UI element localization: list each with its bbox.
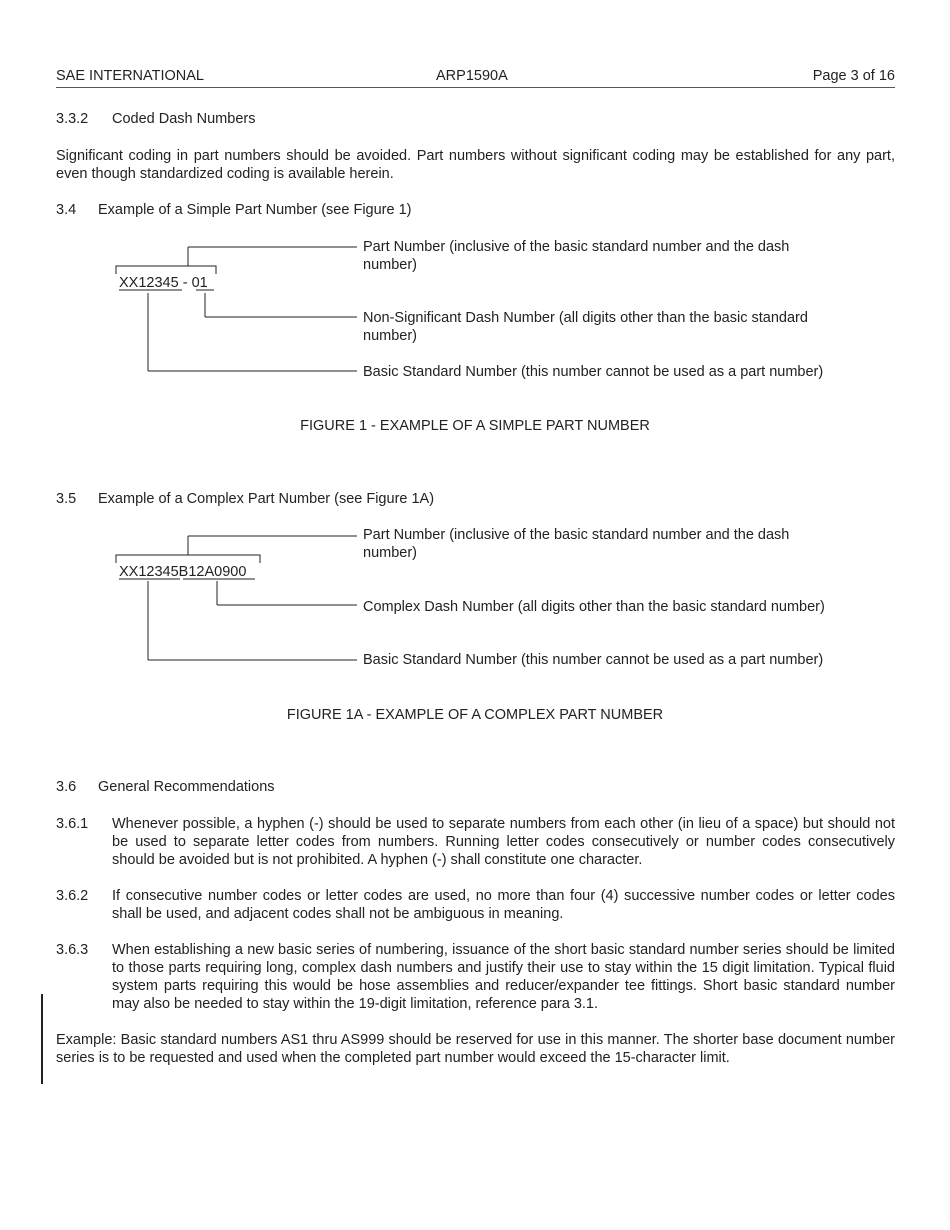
figure-1a-caption: FIGURE 1A - EXAMPLE OF A COMPLEX PART NUMBER: [286, 707, 664, 723]
figure-1a-part-number-code: [119, 563, 246, 581]
section-3-6-1-text: Whenever possible, a hyphen (-) should be used to separate numbers from each other (in lieu of a space) but should not be used to separate letter codes from numbers. Running letter codes consecutively or number codes consecutively should be avoided but is not prohibited. A hyphen (-) shall constitute one character.: [112, 816, 895, 868]
header-page-number: Page 3 of 16: [812, 68, 895, 84]
figure-1a-label-basic-number: Basic Standard Number (this number cannot be used as a part number): [363, 652, 824, 668]
section-3-6-3-number: 3.6.3: [56, 942, 89, 958]
section-3-6-1-number: 3.6.1: [56, 816, 89, 832]
section-3-6-title: General Recommendations: [98, 779, 275, 795]
figure-1-label-basic-number: Basic Standard Number (this number cannot be used as a part number): [363, 364, 824, 380]
section-3-4-title: Example of a Simple Part Number (see Figure 1): [98, 202, 412, 218]
section-3-5-title: Example of a Complex Part Number (see Figure 1A): [98, 491, 435, 507]
section-3-5-number: 3.5: [56, 491, 77, 507]
figure-1-caption: FIGURE 1 - EXAMPLE OF A SIMPLE PART NUMBER: [300, 418, 650, 434]
section-3-3-2-title: Coded Dash Numbers: [112, 111, 256, 127]
figure-1a-label-dash-number: Complex Dash Number (all digits other than the basic standard number): [363, 599, 825, 615]
figure-1-base-code: XX12345: [119, 275, 179, 291]
section-3-6-2-number: 3.6.2: [56, 888, 89, 904]
figure-1-separator: -: [178, 275, 192, 291]
figure-1a-base-code: XX12345: [119, 564, 179, 580]
header-organization: SAE INTERNATIONAL: [56, 68, 204, 84]
figure-1a-dash-code: B12A0900: [178, 564, 247, 580]
header-document-number: ARP1590A: [436, 68, 508, 84]
figure-1-label-dash-number: Non-Significant Dash Number (all digits other than the basic standard number): [363, 310, 808, 344]
section-3-6-3-text: When establishing a new basic series of numbering, issuance of the short basic standard number series should be limited to those parts requiring long, complex dash numbers and justify their use to stay within the 15 digit limitation. Typical fluid system parts requiring this would be hose assemblies and reducer/expander tee fittings. Short basic standard number may also be needed to stay within the 19-digit limitation, reference para 3.1.: [112, 942, 895, 1012]
figure-1-label-part-number: Part Number (inclusive of the basic standard number and the dash number): [363, 239, 790, 273]
revision-bar: [41, 994, 43, 1084]
section-3-6-number: 3.6: [56, 779, 77, 795]
figure-1-dash-code: 01: [191, 275, 208, 291]
section-3-3-2-number: 3.3.2: [56, 111, 89, 127]
section-3-4-number: 3.4: [56, 202, 77, 218]
figure-1a-label-part-number: Part Number (inclusive of the basic standard number and the dash number): [363, 527, 790, 561]
example-paragraph: Example: Basic standard numbers AS1 thru AS999 should be reserved for use in this manner. The shorter base document number series is to be requested and used when the completed part number would exceed the 15-character limit.: [56, 1032, 895, 1066]
section-3-3-2-paragraph: Significant coding in part numbers should be avoided. Part numbers without significant coding may be established for any part, even though standardized coding is available herein.: [56, 148, 895, 182]
section-3-6-2-text: If consecutive number codes or letter codes are used, no more than four (4) successive number codes or letter codes shall be used, and adjacent codes shall not be ambiguous in meaning.: [112, 888, 895, 922]
